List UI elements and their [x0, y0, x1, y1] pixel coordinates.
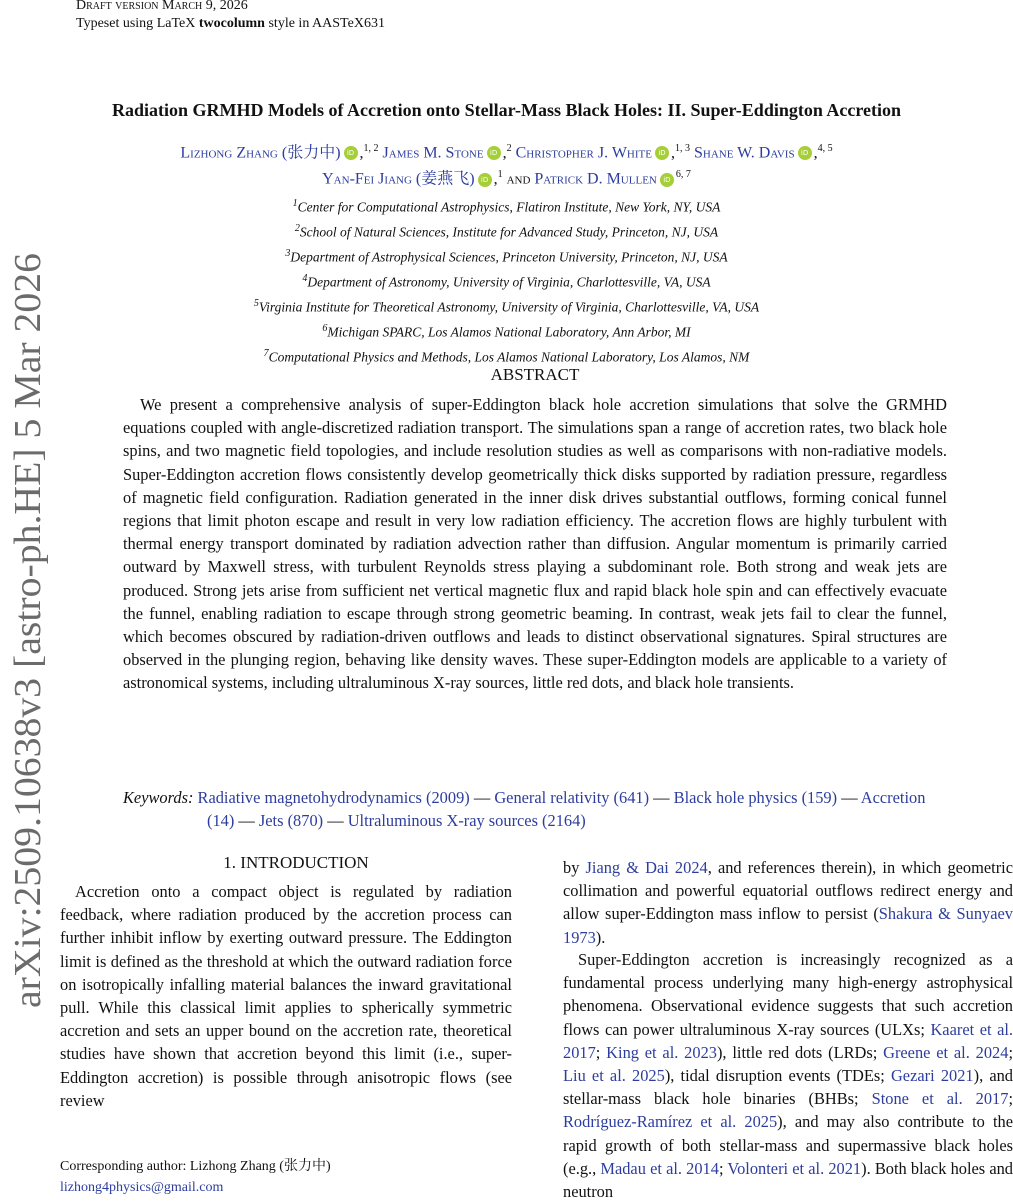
- author-affil-num: 1, 3: [674, 143, 690, 154]
- keyword-sep: —: [837, 788, 861, 807]
- affil-text: Computational Physics and Methods, Los Alamos National Laboratory, Los Alamos, NM: [268, 349, 750, 365]
- author-name[interactable]: Shane W. Davis: [693, 144, 795, 162]
- citation-link[interactable]: Gezari 2021: [890, 1066, 974, 1086]
- text-run: ).: [595, 927, 606, 947]
- affil-text: School of Natural Sciences, Institute for Advanced Study, Princeton, NJ, USA: [299, 224, 719, 240]
- arxiv-id: arXiv:2509.10638v3 [astro-ph.HE] 5 Mar 2026: [7, 286, 49, 1008]
- intro-paragraph-2: [563, 948, 1013, 1203]
- affil-text: Virginia Institute for Theoretical Astronomy, University of Virginia, Charlottesville, VA, USA: [258, 299, 760, 315]
- orcid-icon[interactable]: iD: [478, 173, 492, 187]
- typeset-bold: twocolumn: [198, 16, 265, 31]
- keyword-sep: —: [323, 811, 348, 830]
- email-link[interactable]: lizhong4physics@gmail.com: [60, 1180, 224, 1195]
- and-word: and: [506, 170, 531, 188]
- keyword-link[interactable]: Black hole physics (159): [673, 788, 838, 807]
- orcid-icon[interactable]: iD: [487, 146, 501, 160]
- author-name[interactable]: Lizhong Zhang (张力中): [180, 144, 341, 162]
- draft-version: Draft version March 9, 2026: [76, 0, 248, 13]
- affil-text: Department of Astrophysical Sciences, Princeton University, Princeton, NJ, USA: [290, 249, 728, 265]
- keyword-link[interactable]: General relativity (641): [494, 788, 650, 807]
- typeset-pre: Typeset using: [76, 16, 157, 31]
- citation-link[interactable]: Shakura & Sunyaev 1973: [563, 904, 1013, 947]
- text-run: ;: [1008, 1089, 1013, 1109]
- author-name[interactable]: James M. Stone: [382, 144, 484, 162]
- author-name[interactable]: Yan-Fei Jiang (姜燕飞): [322, 170, 475, 188]
- text-run: Super-Eddington accretion is increasingly recognized as a fundamental process underlying many high-energy astrophysical phenomena. Observational evidence suggests that such accretion flows can power ultraluminous X-ray sources (ULXs;: [563, 950, 1013, 1039]
- affil-num: 5: [253, 298, 259, 309]
- orcid-icon[interactable]: iD: [655, 146, 669, 160]
- text-run: by: [563, 858, 586, 877]
- affil-num: 4: [302, 273, 308, 284]
- citation-link[interactable]: Stone et al. 2017: [871, 1089, 1009, 1109]
- keyword-sep: —: [649, 788, 674, 807]
- affil-num: 3: [285, 248, 291, 259]
- keyword-sep: —: [469, 788, 495, 807]
- citation-link[interactable]: Liu et al. 2025: [563, 1066, 665, 1086]
- affil-num: 6: [322, 323, 328, 334]
- author-affil-num: 1, 2: [363, 143, 379, 154]
- abstract-text: We present a comprehensive analysis of super-Eddington black hole accretion simulations that solve the GRMHD equations coupled with angle-discretized radiation transport. The simulations span a range of accretion rates, two black hole spins, and two magnetic field topologies, and include resolution studies as well as comparisons with non-radiative models. Super-Eddington accretion flows consistently develop geometrically thick disks supported by radiation pressure, regardless of magnetic field configuration. Radiation generated in the inner disk drives substantial outflows, forming conical funnel regions that limit photon escape and result in very low radiation efficiency. The accretion flows are highly turbulent with thermal energy transport dominated by radiation advection rather than diffusion. Angular momentum is primarily carried outward by Maxwell stress, with turbulent Reynolds stress playing a subdominant role. Both strong and weak jets are produced. Strong jets arise from sufficient net vertical magnetic flux and rapid black hole spin and can effectively evacuate the funnel, enabling radiation to escape through strong geometric beaming. In contrast, weak jets fail to clear the funnel, which becomes obscured by radiation-driven outflows and leads to distinct observational signatures. Spiral structures are observed in the plunging region, behaving like density waves. These super-Eddington models are applicable to a variety of astronomical systems, including ultraluminous X-ray sources, little red dots, and black hole transients.: [123, 395, 947, 693]
- keyword-link[interactable]: Jets (870): [258, 811, 324, 830]
- text-run: ;: [595, 1042, 607, 1062]
- keywords-label: Keywords:: [123, 788, 194, 807]
- affiliations: [0, 193, 1013, 368]
- text-run: ), tidal disruption events (TDEs;: [664, 1066, 891, 1086]
- affil-text: Center for Computational Astrophysics, Flatiron Institute, New York, NY, USA: [297, 199, 721, 215]
- running-header: [76, 0, 385, 33]
- author-name[interactable]: Christopher J. White: [515, 144, 652, 162]
- corresponding-author-note: [60, 1156, 331, 1198]
- citation-link[interactable]: Greene et al. 2024: [883, 1042, 1009, 1062]
- text-run: ). Both black holes and neutron: [563, 1158, 1013, 1202]
- keyword-list: [123, 786, 947, 832]
- keyword-link[interactable]: Accretion (14): [207, 788, 926, 830]
- affiliation: [0, 243, 1013, 268]
- keyword-link[interactable]: Radiative magnetohydrodynamics (2009): [197, 788, 470, 807]
- affiliation: [0, 218, 1013, 243]
- intro-paragraph-1-cont: [563, 856, 1013, 949]
- corresponding-author: Corresponding author: Lizhong Zhang (张力中): [60, 1159, 331, 1174]
- author-affil-num: 1: [497, 169, 503, 181]
- keyword-sep: —: [234, 811, 259, 830]
- text-run: ), and stellar-mass black hole binaries (BHBs;: [563, 1066, 1013, 1109]
- intro-paragraph-1: Accretion onto a compact object is regulated by radiation feedback, where radiation produced by the accretion process can further inhibit inflow by exerting outward pressure. The Eddington limit is defined as the threshold at which the outward radiation force on isotropically infalling material balances the inward gravitational pull. While this classical limit applies to spherically symmetric accretion and sets an upper bound on the accretion rate, theoretical studies have shown that accretion beyond this limit (i.e., super-Eddington accretion) is possible through anisotropic flows (see review: [60, 882, 512, 1110]
- text-run: ), little red dots (LRDs;: [716, 1042, 884, 1062]
- citation-link[interactable]: King et al. 2023: [606, 1042, 717, 1062]
- author-affil-num: 6, 7: [675, 169, 691, 181]
- author-line-1: Lizhong Zhang (张力中) iD ,$^{1, 2}$ James M. Stone iD ,$^2$ Christopher J. White iD ,$^{1, 3}$ Shane W. Davis iD ,$^{4, 5}$: [180, 143, 833, 162]
- latex-logo: LaTeX: [156, 16, 196, 31]
- text-run: ), and may also contribute to the rapid growth of both stellar-mass and supermassive black holes (e.g.,: [563, 1112, 1013, 1178]
- orcid-icon[interactable]: iD: [660, 173, 674, 187]
- affil-num: 1: [292, 198, 298, 209]
- author-affil-num: 4, 5: [817, 143, 833, 154]
- citation-link[interactable]: Kaaret et al. 2017: [563, 1019, 1013, 1062]
- text-run: ;: [1008, 1042, 1013, 1062]
- typeset-note: [76, 15, 385, 33]
- keywords: [123, 786, 947, 832]
- citation-link[interactable]: Volonteri et al. 2021: [727, 1158, 862, 1178]
- affil-text: Michigan SPARC, Los Alamos National Laboratory, Ann Arbor, MI: [327, 324, 691, 340]
- text-run: ;: [718, 1158, 728, 1178]
- abstract-heading: ABSTRACT: [490, 365, 580, 384]
- affil-num: 7: [263, 348, 269, 359]
- keyword-link[interactable]: Ultraluminous X-ray sources (2164): [347, 811, 586, 830]
- citation-link[interactable]: Jiang & Dai 2024: [585, 858, 708, 877]
- text-run: , and references therein), in which geometric collimation and powerful equatorial outflows redirect energy and allow super-Eddington mass inflow to persist (: [563, 858, 1013, 924]
- typeset-post: style in AASTeX631: [264, 16, 385, 31]
- author-list: [0, 138, 1013, 191]
- author-name[interactable]: Patrick D. Mullen: [534, 170, 657, 188]
- paper-title: Radiation GRMHD Models of Accretion onto Stellar-Mass Black Holes: II. Super-Eddington Accretion: [112, 100, 901, 120]
- orcid-icon[interactable]: iD: [798, 146, 812, 160]
- affiliation: [0, 293, 1013, 318]
- affiliation: [0, 268, 1013, 293]
- author-line-2: Yan-Fei Jiang (姜燕飞) iD ,$^1$ and Patrick D. Mullen iD $^{6, 7}$: [322, 169, 691, 188]
- section-heading-introduction: 1. INTRODUCTION: [223, 853, 369, 872]
- affil-num: 2: [294, 223, 300, 234]
- citation-link[interactable]: Madau et al. 2014: [600, 1158, 719, 1178]
- affiliation: [0, 318, 1013, 343]
- affil-text: Department of Astronomy, University of Virginia, Charlottesville, VA, USA: [307, 274, 711, 290]
- affiliation: [0, 193, 1013, 218]
- orcid-icon[interactable]: iD: [344, 146, 358, 160]
- author-affil-num: 2: [506, 143, 512, 154]
- citation-link[interactable]: Rodríguez-Ramírez et al. 2025: [563, 1112, 778, 1132]
